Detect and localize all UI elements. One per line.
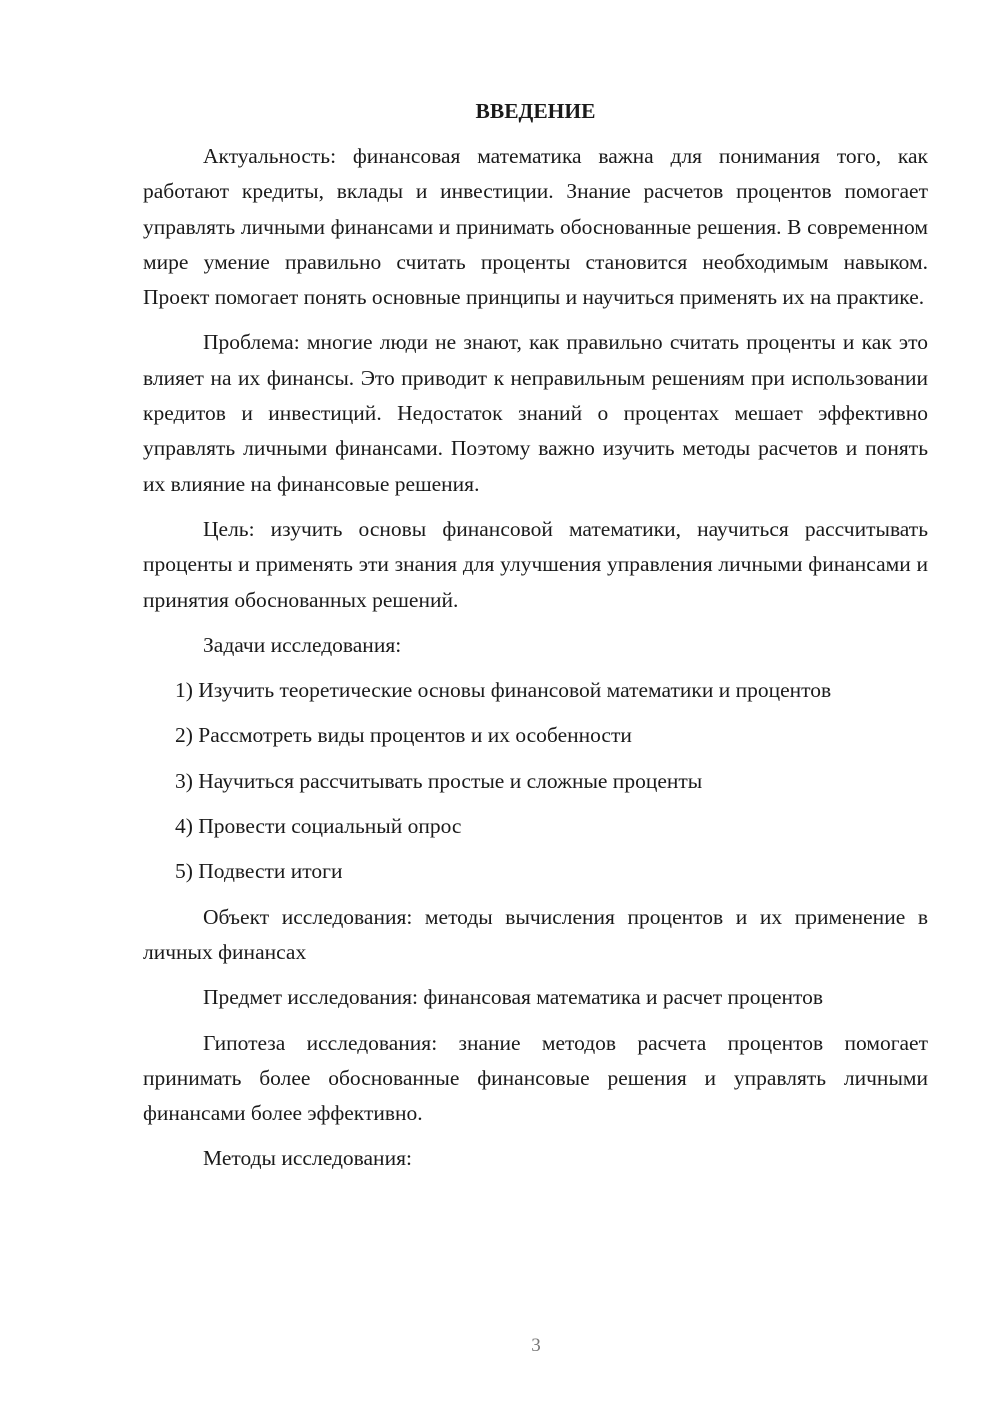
paragraph-tasks-heading: Задачи исследования: [203,632,402,657]
paragraph-relevance: Актуальность: финансовая математика важна для понимания того, как работают кредиты, вклады и инвестиции. Знание расчетов процентов помогает управлять личными финансами и принимать обоснованные решения. В современном мире умение правильно считать проценты становится необходимым навыком. Проект помогает понять основные принципы и научиться применять их на практике. [143,144,928,310]
task-item: 5) Подвести итоги [175,859,343,884]
section-title: ВВЕДЕНИЕ [475,99,596,123]
paragraph-problem: Проблема: многие люди не знают, как правильно считать проценты и как это влияет на их финансы. Это приводит к неправильным решениям при использовании кредитов и инвестиций. Недостаток знаний о процентах мешает эффективно управлять личными финансами. Поэтому важно изучить методы расчетов и понять их влияние на финансовые решения. [143,330,928,496]
task-item: 1) Изучить теоретические основы финансовой математики и процентов [175,678,832,703]
page-number: 3 [531,1335,541,1356]
task-item: 4) Провести социальный опрос [175,814,462,839]
paragraph-methods: Методы исследования: [203,1146,412,1171]
paragraph-object: Объект исследования: методы вычисления процентов и их применение в личных финансах [143,904,928,964]
paragraph-hypothesis: Гипотеза исследования: знание методов расчета процентов помогает принимать более обоснованные финансовые решения и управлять личными финансами более эффективно. [143,1030,928,1126]
paragraph-goal: Цель: изучить основы финансовой математики, научиться рассчитывать проценты и применять эти знания для улучшения управления личными финансами и принятия обоснованных решений. [143,516,928,612]
task-item: 3) Научиться рассчитывать простые и сложные проценты [175,768,703,793]
paragraph-subject: Предмет исследования: финансовая математика и расчет процентов [203,985,824,1010]
task-item: 2) Рассмотреть виды процентов и их особенности [175,723,632,748]
document-page [143,96,928,1187]
